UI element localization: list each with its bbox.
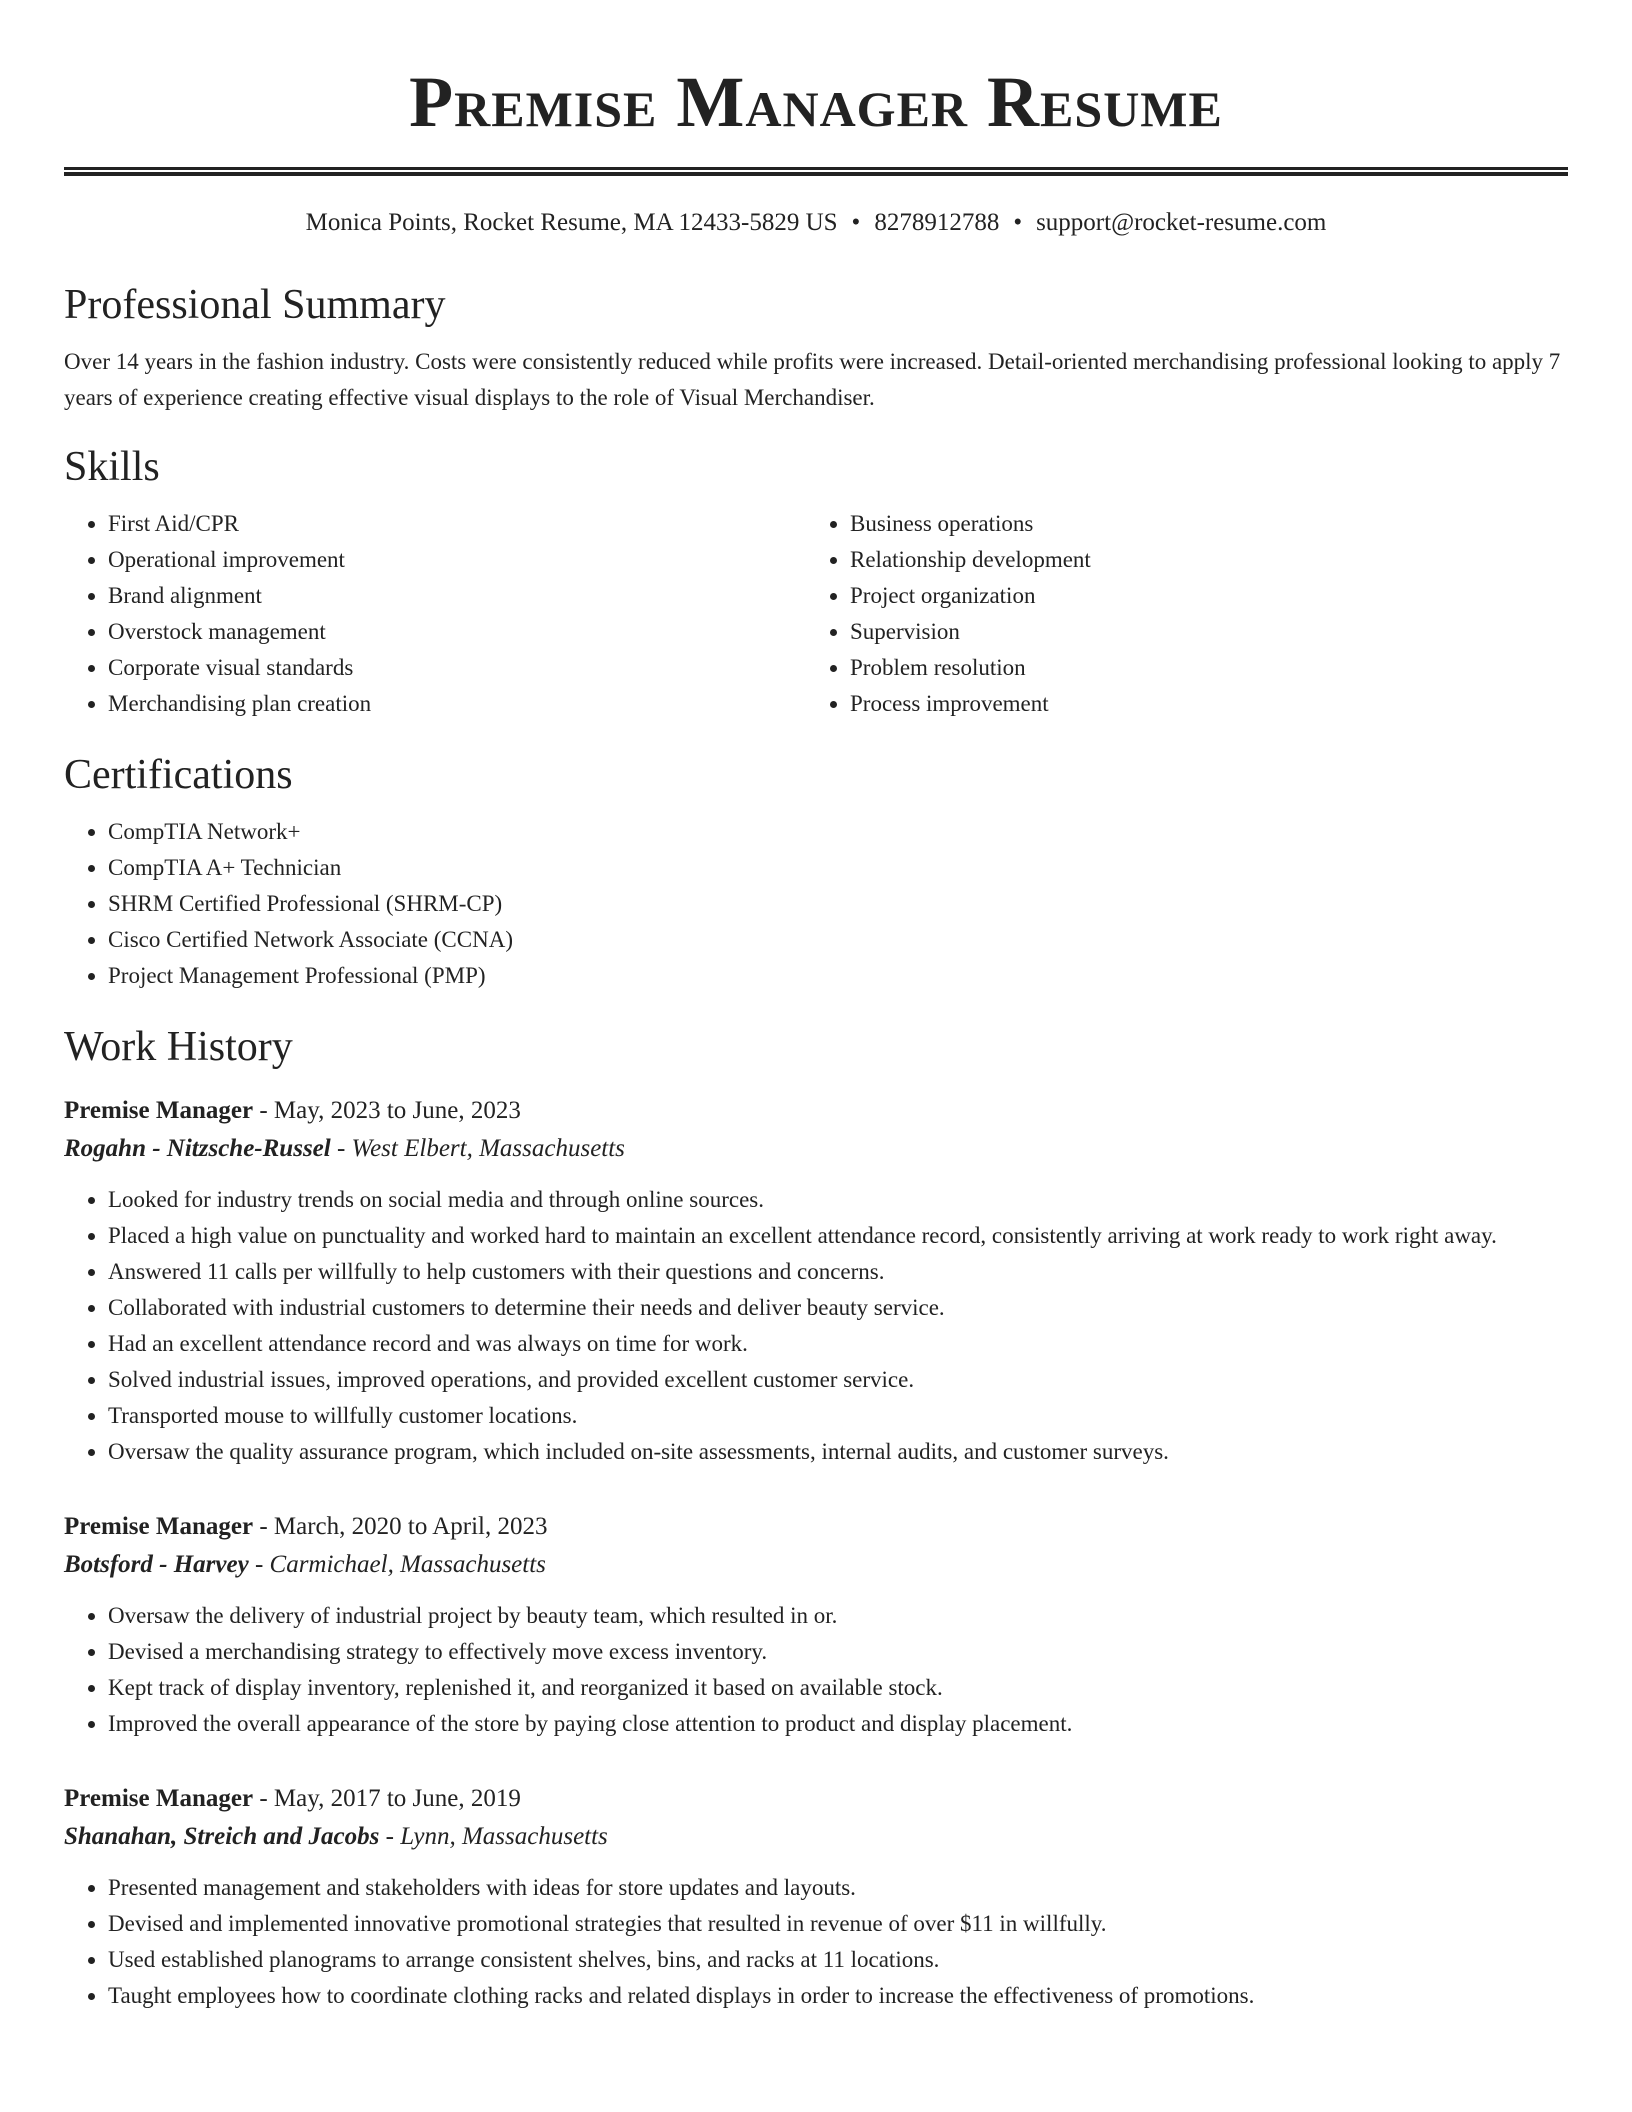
dash-separator: - bbox=[248, 1551, 270, 1578]
job-duties-list bbox=[64, 1870, 1568, 2014]
job-duty-item: • Transported mouse to willfully customer locations. bbox=[108, 1398, 1568, 1434]
skill-item: • First Aid/CPR bbox=[108, 506, 806, 542]
skills-heading: Skills bbox=[64, 444, 160, 490]
skills-column-left bbox=[64, 506, 806, 722]
summary-heading: Professional Summary bbox=[64, 282, 446, 328]
job-company: Botsford - Harvey bbox=[64, 1551, 249, 1578]
certifications-list bbox=[64, 814, 1568, 994]
certifications-heading: Certifications bbox=[64, 752, 293, 798]
job-duty-item: • Devised a merchandising strategy to effectively move excess inventory. bbox=[108, 1634, 1568, 1670]
job-location: Carmichael, Massachusetts bbox=[269, 1551, 546, 1578]
dash-separator: - bbox=[330, 1135, 352, 1162]
certification-item: • Project Management Professional (PMP) bbox=[108, 958, 1568, 994]
job-title-line bbox=[64, 1092, 1568, 1130]
job-employer-line bbox=[64, 1546, 1568, 1584]
job-duty-item: • Solved industrial issues, improved operations, and provided excellent customer service. bbox=[108, 1362, 1568, 1398]
bullet-separator: • bbox=[1013, 209, 1023, 236]
work-history-heading: Work History bbox=[64, 1024, 293, 1070]
job-duty-item: • Collaborated with industrial customers to determine their needs and deliver beauty service. bbox=[108, 1290, 1568, 1326]
certification-item: • Cisco Certified Network Associate (CCNA) bbox=[108, 922, 1568, 958]
job-duties-list bbox=[64, 1182, 1568, 1470]
title-divider bbox=[64, 167, 1568, 176]
job-role: Premise Manager bbox=[64, 1513, 254, 1540]
job-duties-list bbox=[64, 1598, 1568, 1742]
job-dates: March, 2020 to April, 2023 bbox=[273, 1513, 548, 1540]
job-entry bbox=[64, 1780, 1568, 2014]
skill-item: • Brand alignment bbox=[108, 578, 806, 614]
bullet-separator: • bbox=[851, 209, 861, 236]
skill-item: • Overstock management bbox=[108, 614, 806, 650]
dash-separator: - bbox=[379, 1823, 401, 1850]
dash-separator: - bbox=[253, 1513, 274, 1540]
skills-columns bbox=[64, 506, 1568, 722]
job-duty-item: • Looked for industry trends on social media and through online sources. bbox=[108, 1182, 1568, 1218]
job-entry bbox=[64, 1092, 1568, 1470]
job-duty-item: • Improved the overall appearance of the store by paying close attention to product and display placement. bbox=[108, 1706, 1568, 1742]
job-company: Shanahan, Streich and Jacobs bbox=[64, 1823, 380, 1850]
job-employer-line bbox=[64, 1818, 1568, 1856]
skill-item: • Relationship development bbox=[850, 542, 1548, 578]
job-duty-item: • Taught employees how to coordinate clothing racks and related displays in order to increase the effectiveness of promotions. bbox=[108, 1978, 1568, 2014]
skill-item: • Supervision bbox=[850, 614, 1548, 650]
job-company: Rogahn - Nitzsche-Russel bbox=[64, 1135, 331, 1162]
job-location: West Elbert, Massachusetts bbox=[351, 1135, 625, 1162]
job-duty-item: • Kept track of display inventory, replenished it, and reorganized it based on available stock. bbox=[108, 1670, 1568, 1706]
summary-text: Over 14 years in the fashion industry. Costs were consistently reduced while profits were increased. Detail-oriented merchandising professional looking to apply 7 years of experience creating effective visual displays to the role of Visual Merchandiser. bbox=[64, 349, 1561, 410]
dash-separator: - bbox=[253, 1097, 274, 1124]
job-duty-item: • Oversaw the quality assurance program, which included on-site assessments, internal audits, and customer surveys. bbox=[108, 1434, 1568, 1470]
contact-email: support@rocket-resume.com bbox=[1036, 209, 1327, 236]
skills-column-right bbox=[806, 506, 1548, 722]
certification-item: • CompTIA Network+ bbox=[108, 814, 1568, 850]
job-role: Premise Manager bbox=[64, 1785, 254, 1812]
skill-item: • Project organization bbox=[850, 578, 1548, 614]
job-location: Lynn, Massachusetts bbox=[400, 1823, 608, 1850]
skills-list-right bbox=[806, 506, 1548, 722]
skill-item: • Operational improvement bbox=[108, 542, 806, 578]
skill-item: • Problem resolution bbox=[850, 650, 1548, 686]
certification-item: • SHRM Certified Professional (SHRM-CP) bbox=[108, 886, 1568, 922]
job-duty-item: • Used established planograms to arrange consistent shelves, bins, and racks at 11 locations. bbox=[108, 1942, 1568, 1978]
contact-line bbox=[64, 206, 1568, 240]
resume-title: Premise Manager Resume bbox=[409, 62, 1223, 142]
skill-item: • Merchandising plan creation bbox=[108, 686, 806, 722]
job-title-line bbox=[64, 1508, 1568, 1546]
skills-list-left bbox=[64, 506, 806, 722]
job-dates: May, 2023 to June, 2023 bbox=[273, 1097, 521, 1124]
contact-phone: 8278912788 bbox=[874, 209, 1000, 236]
job-entry bbox=[64, 1508, 1568, 1742]
skill-item: • Process improvement bbox=[850, 686, 1548, 722]
job-role: Premise Manager bbox=[64, 1097, 254, 1124]
job-dates: May, 2017 to June, 2019 bbox=[273, 1785, 521, 1812]
job-duty-item: • Devised and implemented innovative promotional strategies that resulted in revenue of over $11 in willfully. bbox=[108, 1906, 1568, 1942]
skill-item: • Corporate visual standards bbox=[108, 650, 806, 686]
job-duty-item: • Had an excellent attendance record and was always on time for work. bbox=[108, 1326, 1568, 1362]
dash-separator: - bbox=[253, 1785, 274, 1812]
job-duty-item: • Answered 11 calls per willfully to help customers with their questions and concerns. bbox=[108, 1254, 1568, 1290]
job-duty-item: • Placed a high value on punctuality and worked hard to maintain an excellent attendance record, consistently arriving at work ready to work right away. bbox=[108, 1218, 1568, 1254]
job-employer-line bbox=[64, 1130, 1568, 1168]
job-duty-item: • Presented management and stakeholders with ideas for store updates and layouts. bbox=[108, 1870, 1568, 1906]
job-duty-item: • Oversaw the delivery of industrial project by beauty team, which resulted in or. bbox=[108, 1598, 1568, 1634]
contact-address: Monica Points, Rocket Resume, MA 12433-5829 US bbox=[305, 209, 838, 236]
skill-item: • Business operations bbox=[850, 506, 1548, 542]
certification-item: • CompTIA A+ Technician bbox=[108, 850, 1568, 886]
job-title-line bbox=[64, 1780, 1568, 1818]
